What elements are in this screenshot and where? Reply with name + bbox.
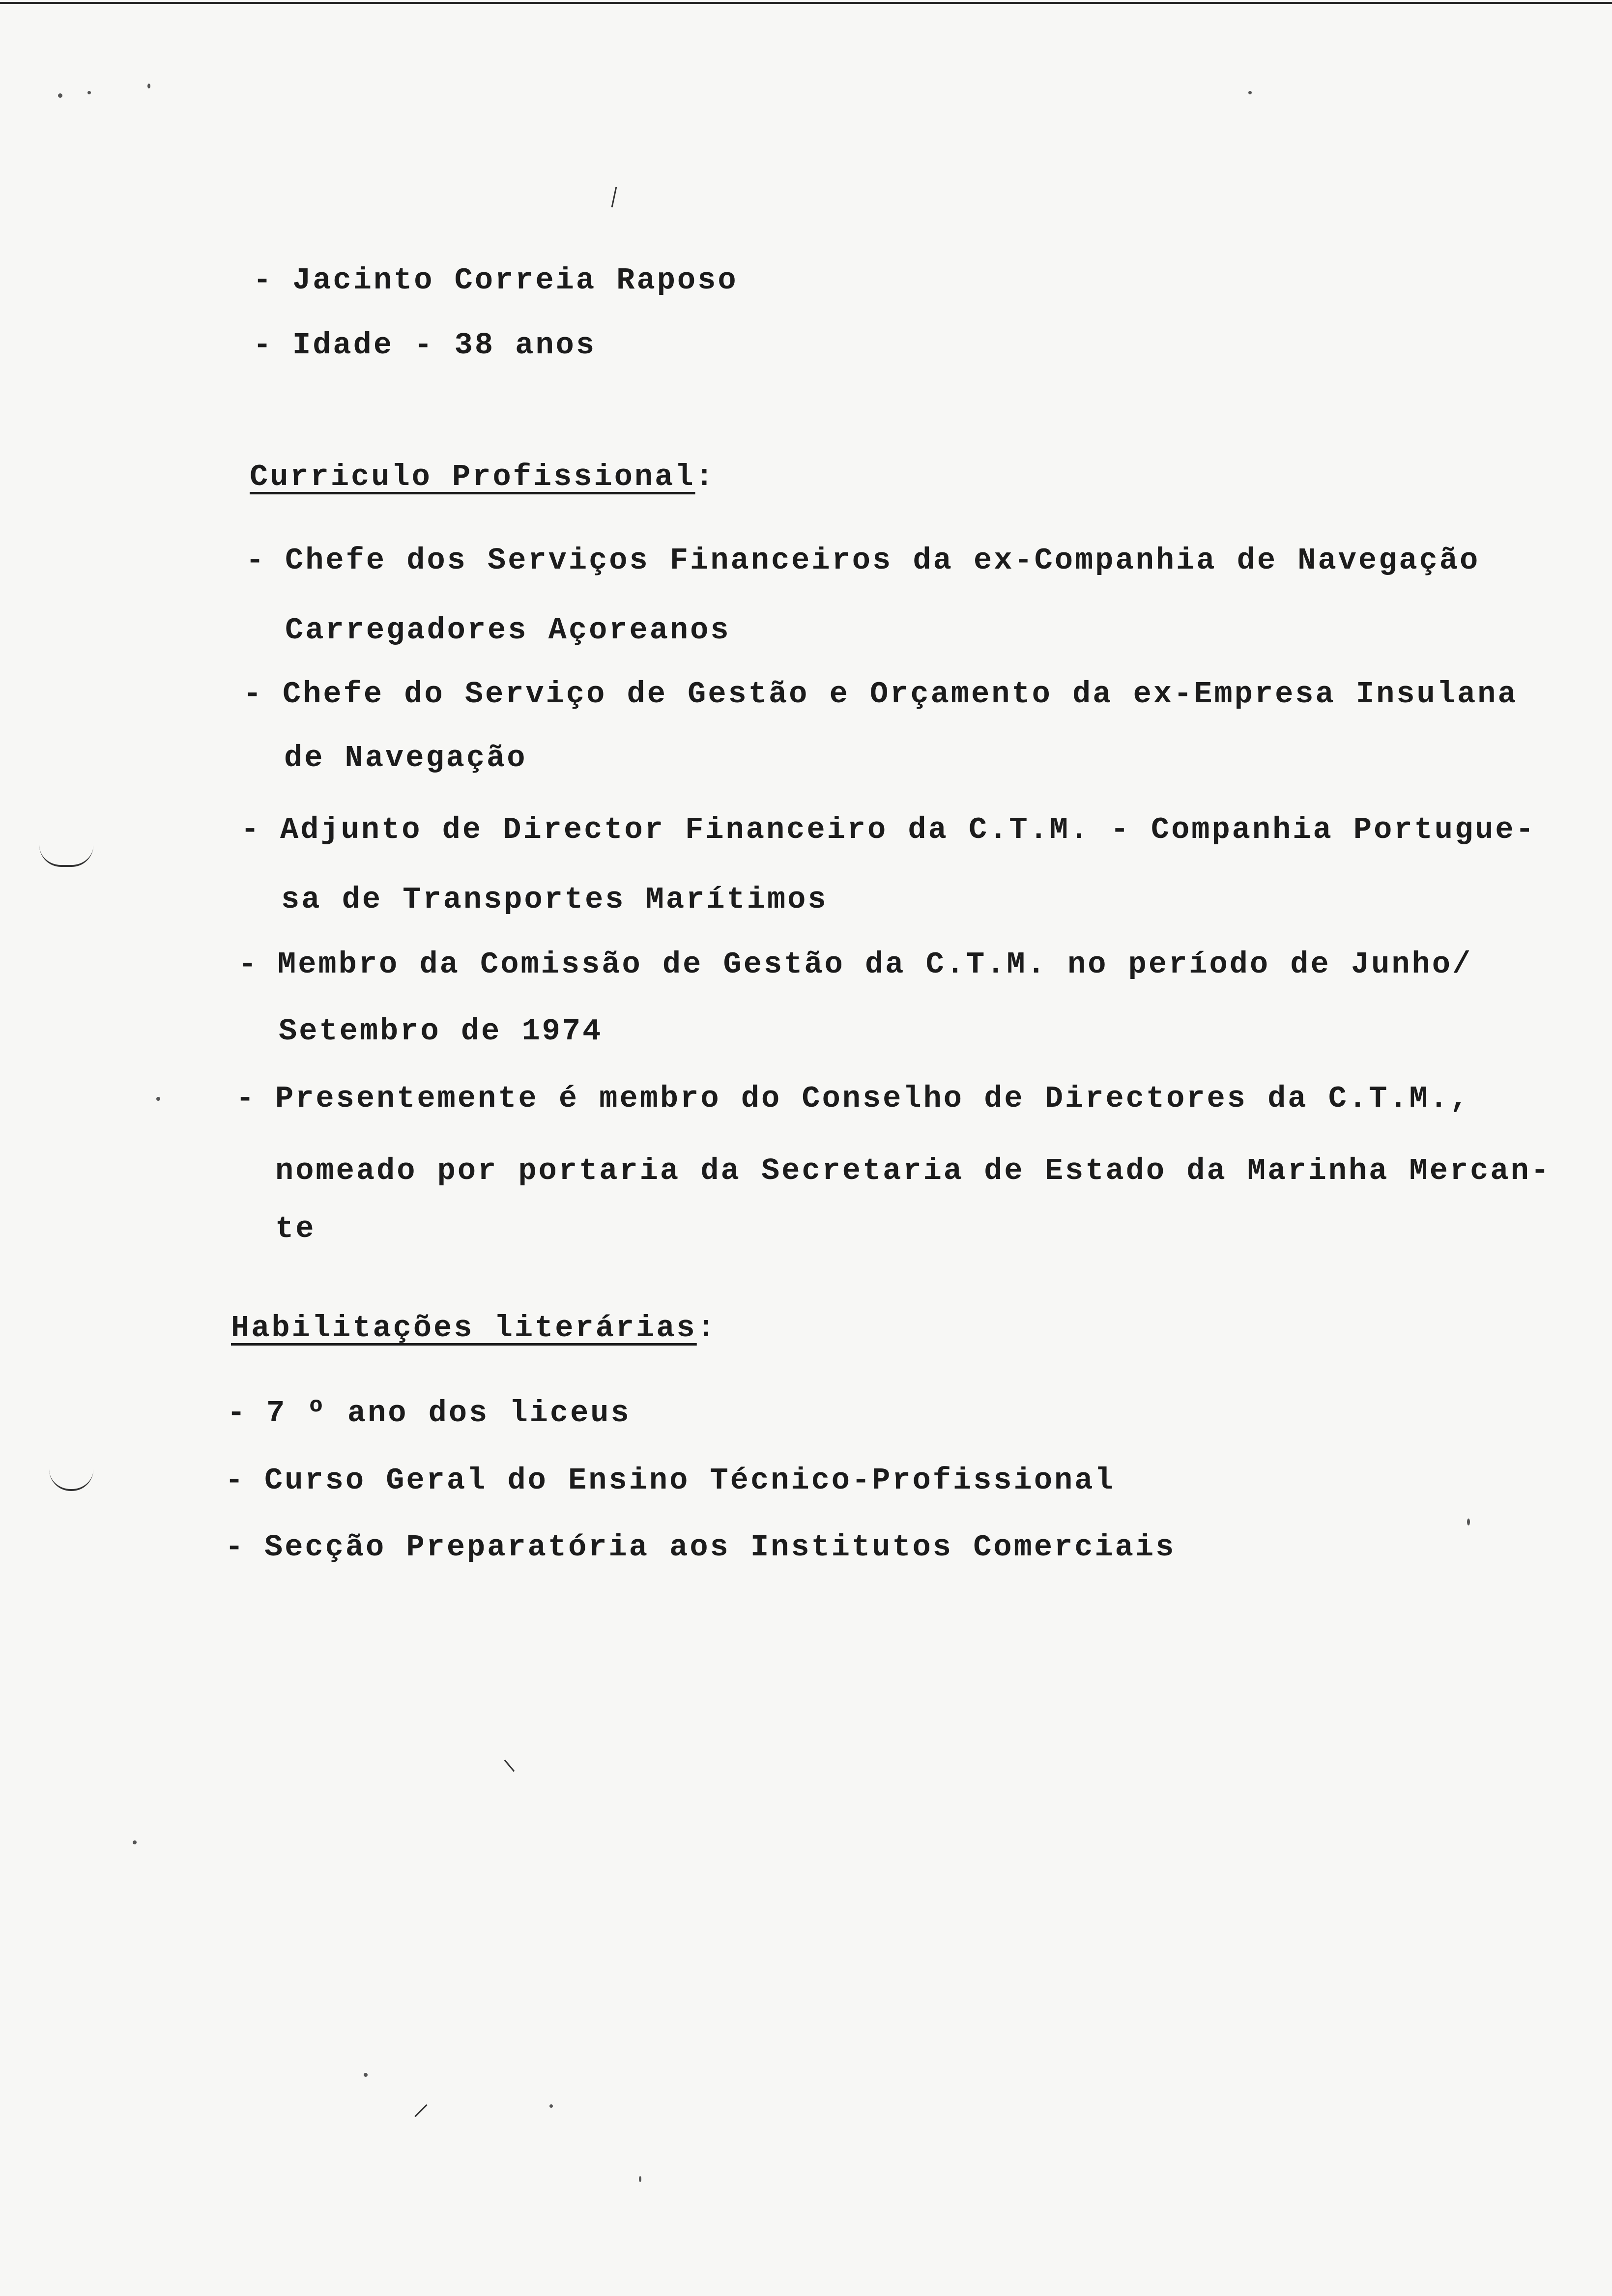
- professional-item-5-line-2: nomeado por portaria da Secretaria de Estado da Marinha Mercan-: [275, 1153, 1551, 1188]
- professional-item-1-line-2: Carregadores Açoreanos: [285, 613, 731, 648]
- professional-item-4-line-2: Setembro de 1974: [279, 1014, 603, 1049]
- education-heading: Habilitações literárias:: [231, 1311, 717, 1346]
- professional-heading-text: Curriculo Profissional: [250, 459, 695, 494]
- scan-speck: [156, 1097, 160, 1101]
- bullet: -: [253, 263, 274, 298]
- professional-item-5-line-3: te: [275, 1211, 316, 1246]
- punch-hole-mark: [49, 1469, 93, 1491]
- professional-item-2-line-1: - Chefe do Serviço de Gestão e Orçamento da ex-Empresa Insulana: [243, 677, 1518, 712]
- education-heading-text: Habilitações literárias: [231, 1311, 697, 1346]
- professional-item-3-line-2: sa de Transportes Marítimos: [281, 882, 828, 917]
- scan-stroke: [504, 1760, 515, 1772]
- education-item-2: - Curso Geral do Ensino Técnico-Profissional: [225, 1463, 1115, 1498]
- punch-hole-mark: [39, 845, 93, 867]
- scan-stroke: [611, 187, 617, 207]
- scan-speck: [549, 2104, 553, 2108]
- scan-speck: [364, 2073, 368, 2077]
- scan-speck: [1467, 1519, 1470, 1525]
- scan-speck: [58, 93, 62, 98]
- person-age: Idade - 38 anos: [292, 328, 597, 363]
- name-line: [253, 265, 738, 296]
- person-name: Jacinto Correia Raposo: [292, 263, 738, 298]
- professional-item-4-line-1: - Membro da Comissão de Gestão da C.T.M. no período de Junho/: [238, 947, 1473, 982]
- top-border-line: [0, 2, 1612, 4]
- bullet: -: [253, 328, 274, 363]
- age-line: [253, 330, 596, 361]
- education-item-1: - 7 º ano dos liceus: [227, 1396, 631, 1431]
- professional-heading: Curriculo Profissional:: [250, 459, 716, 494]
- professional-item-2-line-2: de Navegação: [284, 741, 527, 775]
- scan-stroke: [414, 2104, 427, 2117]
- scan-speck: [87, 91, 91, 94]
- scan-speck: [147, 84, 150, 88]
- professional-item-3-line-1: - Adjunto de Director Financeiro da C.T.M. - Companhia Portugue-: [241, 812, 1536, 847]
- education-item-3: - Secção Preparatória aos Institutos Comerciais: [225, 1530, 1176, 1565]
- scan-speck: [1248, 91, 1252, 94]
- professional-item-5-line-1: - Presentemente é membro do Conselho de Directores da C.T.M.,: [236, 1081, 1470, 1116]
- professional-item-1-line-1: - Chefe dos Serviços Financeiros da ex-Companhia de Navegação: [246, 543, 1480, 578]
- scan-speck: [133, 1840, 137, 1844]
- scan-speck: [639, 2176, 641, 2182]
